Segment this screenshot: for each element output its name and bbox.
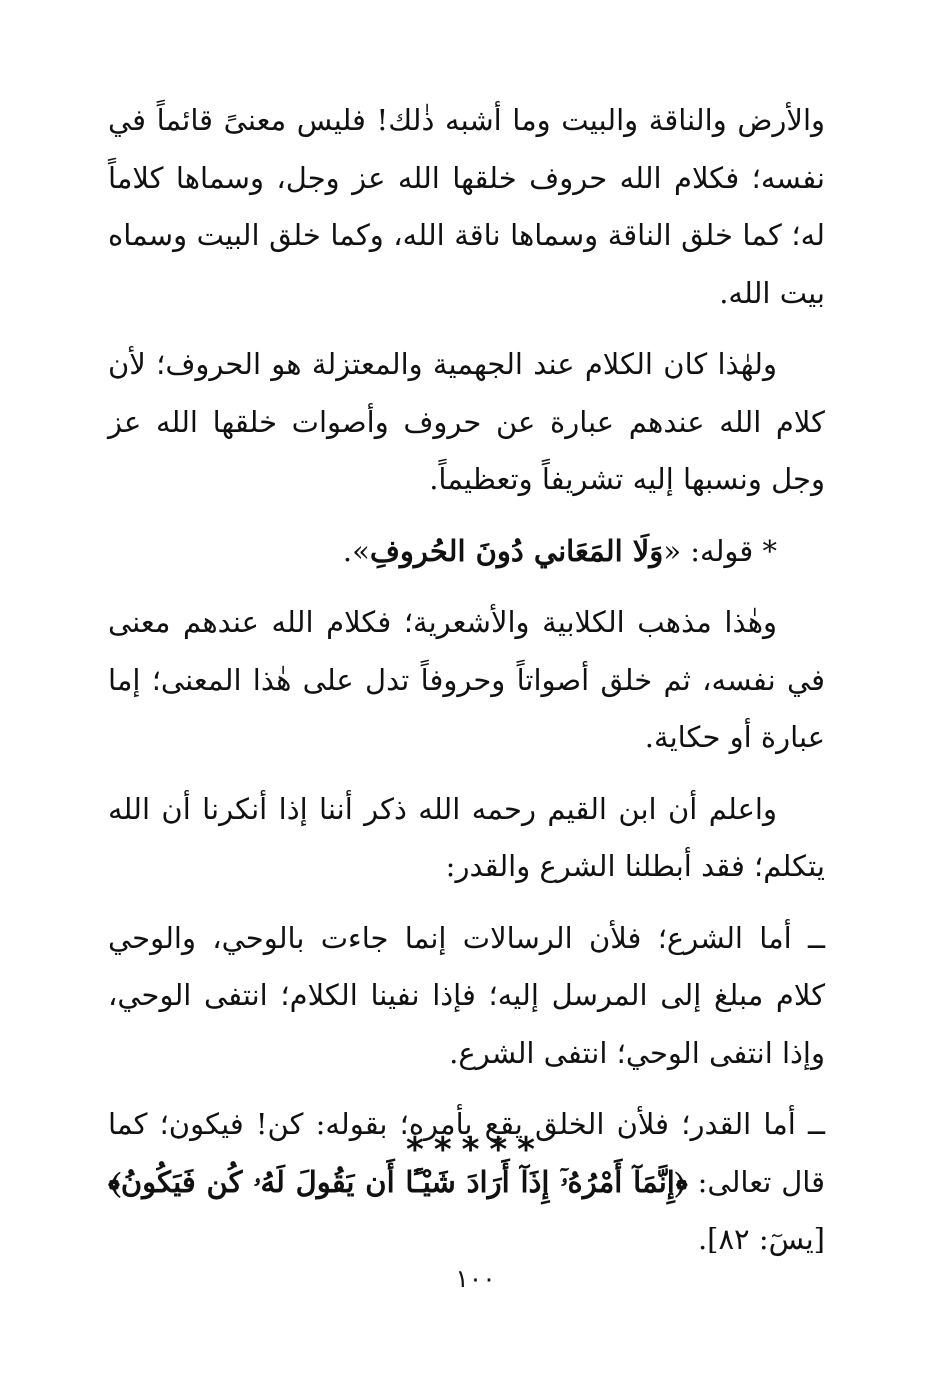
section-separator: ***** xyxy=(406,1130,545,1170)
page-body xyxy=(108,92,825,1283)
quran-verse: ﴿إِنَّمَآ أَمْرُهُۥٓ إِذَآ أَرَادَ شَيْـًٔا أَن يَقُولَ لَهُۥ كُن فَيَكُونُ﴾ xyxy=(108,1164,688,1199)
paragraph-5: ــ أما الشرع؛ فلأن الرسالات إنما جاءت بالوحي، والوحي كلام مبلغ إلى المرسل إليه؛ فإذا نفينا الكلام؛ انتفى الوحي، وإذا انتفى الوحي؛ انتفى الشرع. xyxy=(108,920,825,1070)
quote-suffix: ». xyxy=(342,533,370,568)
paragraph-6-text: ــ أما القدر؛ فلأن الخلق يقع بأمره؛ بقوله: كن! فيكون؛ كما قال تعالى: xyxy=(108,1107,825,1199)
matn-text: وَلَا المَعَاني دُونَ الحُروفِ xyxy=(369,533,664,568)
paragraph-2: ولهٰذا كان الكلام عند الجهمية والمعتزلة هو الحروف؛ لأن كلام الله عندهم عبارة عن حروف وأصوات خلقها الله عز وجل ونسبها إليه تشريفاً وتعظيماً. xyxy=(108,347,825,496)
paragraph-1: والأرض والناقة والبيت وما أشبه ذٰلك! فليس معنىً قائماً في نفسه؛ فكلام الله حروف خلقها الله عز وجل، وسماها كلاماً له؛ كما خلق الناقة وسماها ناقة الله، وكما خلق البيت وسماه بيت الله. xyxy=(108,103,825,310)
paragraph-3: وهٰذا مذهب الكلابية والأشعرية؛ فكلام الله عندهم معنى في نفسه، ثم خلق أصواتاً وحروفاً تدل على هٰذا المعنى؛ إما عبارة أو حكاية. xyxy=(108,605,825,754)
quote-prefix: * قوله: « xyxy=(663,533,777,568)
paragraph-6 xyxy=(108,1096,825,1269)
page-number: ١٠٠ xyxy=(455,1264,496,1293)
verse-reference: [يسٓ: ٨٢]. xyxy=(697,1222,825,1256)
paragraph-4: واعلم أن ابن القيم رحمه الله ذكر أننا إذا أنكرنا أن الله يتكلم؛ فقد أبطلنا الشرع والقدر: xyxy=(108,791,825,883)
matn-quote-line xyxy=(108,523,825,581)
